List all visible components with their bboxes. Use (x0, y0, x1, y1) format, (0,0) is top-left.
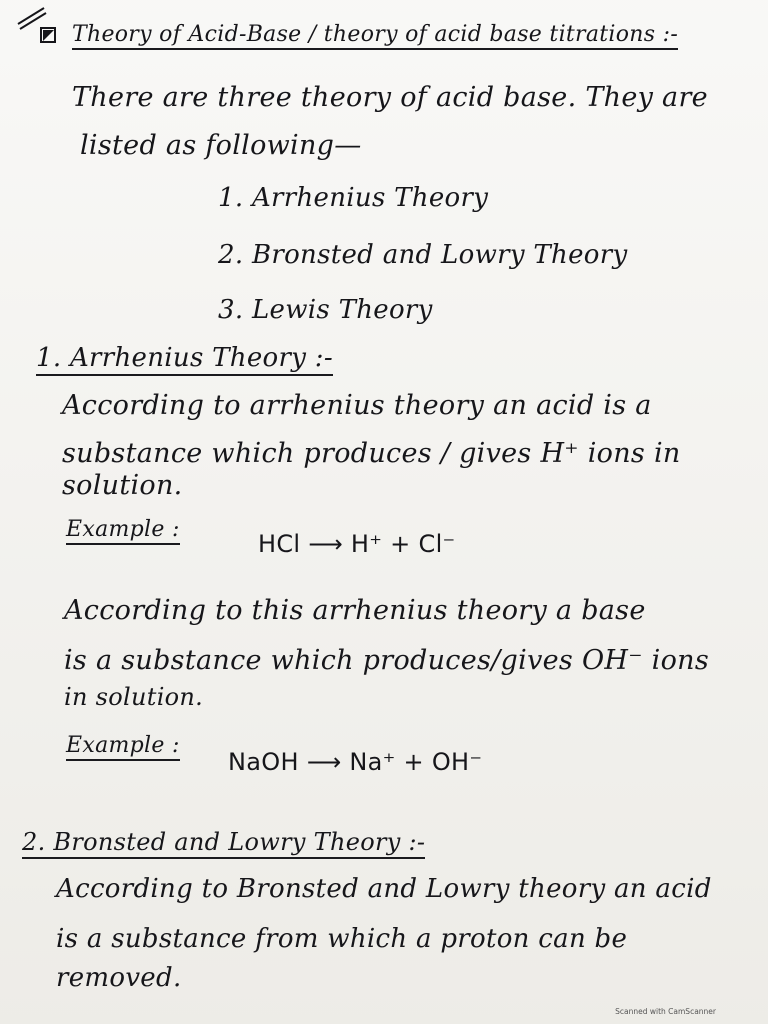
acid-definition-line: substance which produces / gives H⁺ ions in (62, 438, 681, 469)
list-item: 2. Bronsted and Lowry Theory (218, 240, 628, 270)
list-item: 3. Lewis Theory (218, 295, 433, 325)
acid-definition-line: According to arrhenius theory an acid is a (62, 390, 652, 421)
scanner-credit: Scanned with CamScanner (615, 1007, 716, 1016)
example-label: Example : (66, 733, 180, 761)
acid-definition-line: solution. (62, 470, 183, 501)
example-label: Example : (66, 517, 180, 545)
intro-line-2: listed as following— (80, 130, 362, 161)
bronsted-definition-line: is a substance from which a proton can be (56, 924, 628, 954)
section-1-heading: 1. Arrhenius Theory :- (36, 343, 333, 376)
list-item: 1. Arrhenius Theory (218, 183, 489, 213)
bronsted-definition-line: removed. (56, 963, 182, 993)
base-definition-line: According to this arrhenius theory a base (64, 595, 646, 626)
equation-hcl: HCl ⟶ H⁺ + Cl⁻ (258, 530, 456, 558)
equation-naoh: NaOH ⟶ Na⁺ + OH⁻ (228, 748, 483, 776)
section-2-heading: 2. Bronsted and Lowry Theory :- (22, 828, 425, 859)
page-title: Theory of Acid-Base / theory of acid base titrations :- (72, 22, 678, 50)
base-definition-line: in solution. (64, 683, 204, 711)
base-definition-line: is a substance which produces/gives OH⁻ ions (64, 645, 709, 676)
intro-line-1: There are three theory of acid base. They are (72, 82, 708, 113)
bronsted-definition-line: According to Bronsted and Lowry theory an acid (56, 874, 712, 904)
checkbox-bullet-icon (40, 27, 56, 43)
